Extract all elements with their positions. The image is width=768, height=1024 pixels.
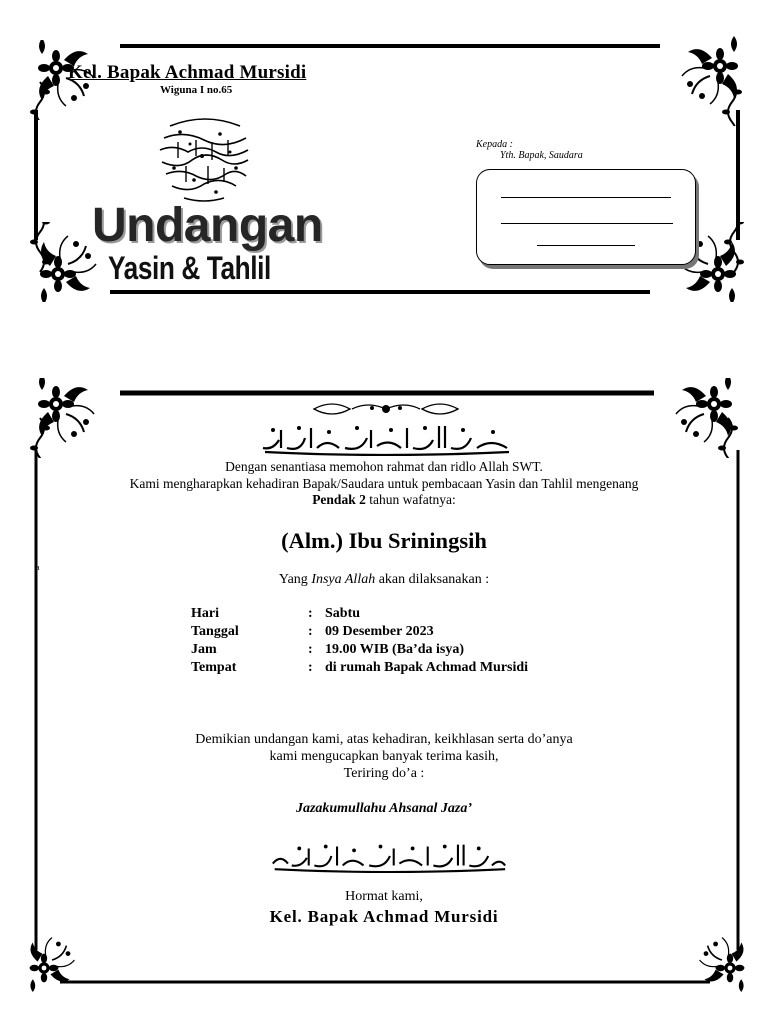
to-label: Kepada : (476, 139, 513, 150)
address-line (501, 197, 671, 198)
closing-line-2: kami mengucapkan banyak terima kasih, (269, 749, 499, 764)
detail-separator: : (308, 606, 313, 621)
detail-label: Hari (191, 606, 219, 621)
signature-name: Kel. Bapak Achmad Mursidi (269, 907, 499, 926)
intro-pre: Yang (278, 572, 312, 587)
closing-paragraph (0, 731, 768, 782)
detail-label: Jam (191, 642, 217, 657)
closing-line-3: Teriring do’a : (343, 766, 425, 781)
envelope-address: Wiguna I no.65 (160, 84, 233, 96)
address-box (476, 169, 696, 265)
occasion-bold: Pendak 2 (312, 492, 366, 507)
detail-label: Tanggal (191, 624, 239, 639)
address-line (537, 245, 635, 246)
arabic-calligraphy-emblem (150, 112, 260, 208)
detail-separator: : (308, 624, 313, 639)
stray-mark: a (36, 563, 40, 572)
prayer-text: Jazakumullahu Ahsanal Jaza’ (295, 801, 473, 816)
floral-corner-icon (650, 378, 740, 458)
arabic-salam-calligraphy (268, 839, 510, 873)
intro-italic: Insya Allah (311, 572, 376, 587)
detail-value: Sabtu (325, 606, 361, 621)
detail-value: 19.00 WIB (Ba’da isya) (325, 642, 464, 657)
occasion-rest: tahun wafatnya: (365, 492, 456, 507)
arabic-salam-calligraphy (259, 420, 513, 456)
occasion-line (0, 492, 768, 508)
detail-value: 09 Desember 2023 (325, 624, 434, 639)
floral-corner-icon (30, 378, 120, 458)
intro-line (0, 572, 768, 588)
floral-corner-icon (680, 36, 750, 126)
invitation-subtitle: Yasin & Tahlil (108, 250, 271, 286)
invitation-title: Undangan (92, 199, 323, 252)
detail-label: Tempat (191, 660, 237, 675)
regards-text: Hormat kami, (345, 889, 423, 904)
intro-post: akan dilaksanakan : (375, 572, 490, 587)
floral-corner-icon (24, 930, 84, 994)
ornamental-divider-icon (312, 400, 460, 418)
detail-separator: : (308, 642, 313, 657)
closing-line-1: Demikian undangan kami, atas kehadiran, keikhlasan serta do’anya (195, 732, 573, 747)
detail-value: di rumah Bapak Achmad Mursidi (325, 660, 529, 675)
opening-line-2: Kami mengharapkan kehadiran Bapak/Saudara untuk pembacaan Yasin dan Tahlil mengenang (129, 476, 639, 491)
detail-separator: : (308, 660, 313, 675)
envelope-family-name: Kel. Bapak Achmad Mursidi (68, 62, 307, 83)
floral-corner-icon (690, 930, 750, 994)
address-line (501, 223, 673, 224)
deceased-name: (Alm.) Ibu Sriningsih (281, 528, 487, 553)
to-honorific: Yth. Bapak, Saudara (500, 150, 583, 161)
opening-line-1: Dengan senantiasa memohon rahmat dan ridlo Allah SWT. (225, 459, 543, 474)
